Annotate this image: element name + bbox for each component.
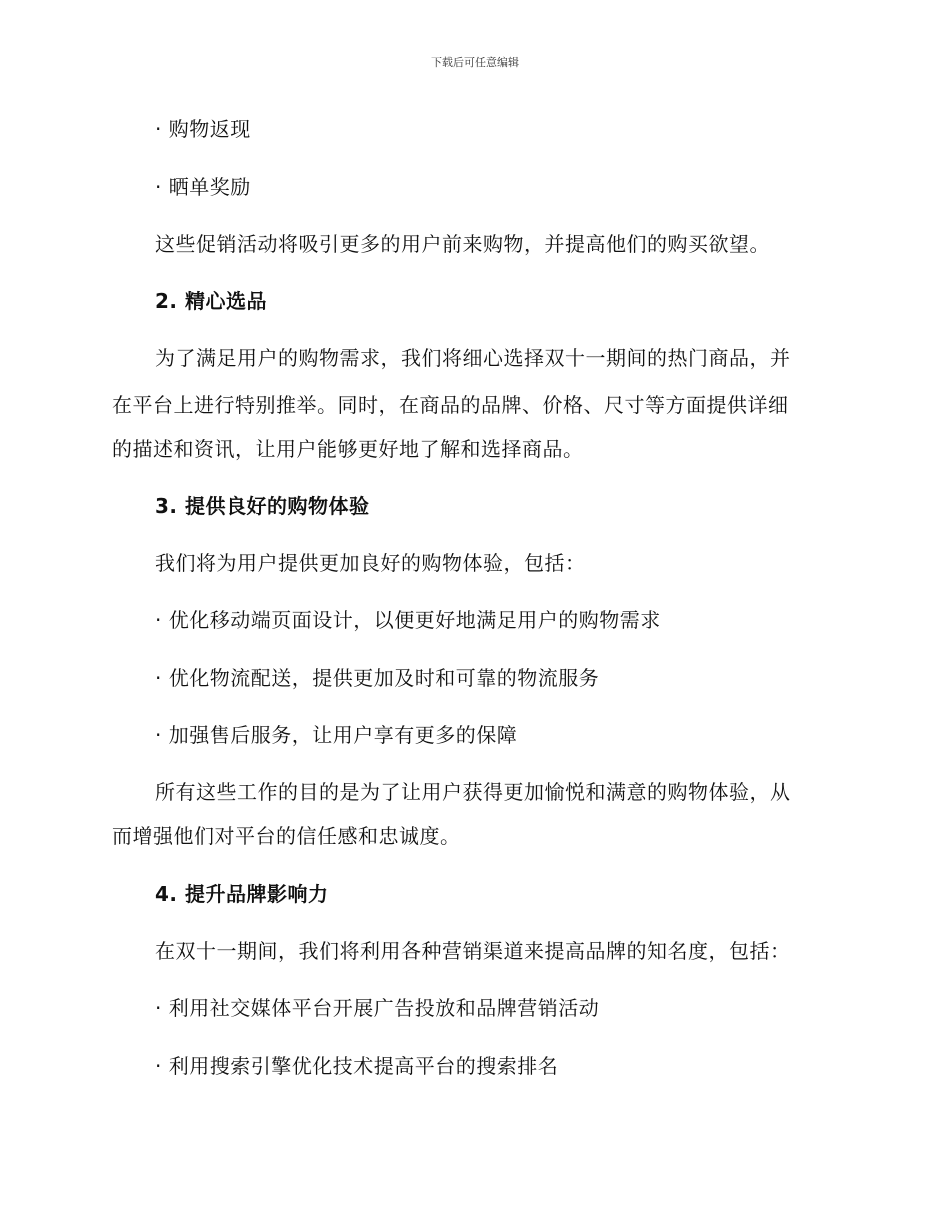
bullet-item: · 优化物流配送，提供更加及时和可靠的物流服务 [155, 666, 600, 690]
bullet-item: · 加强售后服务，让用户享有更多的保障 [155, 723, 518, 747]
paragraph-line: 我们将为用户提供更加良好的购物体验，包括： [155, 551, 586, 575]
bullet-item: · 优化移动端页面设计，以便更好地满足用户的购物需求 [155, 608, 661, 632]
paragraph-line: 在双十一期间，我们将利用各种营销渠道来提高品牌的知名度，包括： [155, 939, 791, 963]
bullet-item: · 晒单奖励 [155, 175, 251, 199]
section-heading: 2. 精心选品 [155, 289, 267, 313]
paragraph-line: 为了满足用户的购物需求，我们将细心选择双十一期间的热门商品，并 [155, 346, 791, 370]
paragraph-line: 的描述和资讯，让用户能够更好地了解和选择商品。 [112, 437, 584, 461]
section-heading: 3. 提供良好的购物体验 [155, 494, 370, 518]
page-header: 下载后可任意编辑 [431, 56, 519, 69]
section-heading: 4. 提升品牌影响力 [155, 882, 329, 906]
bullet-item: · 购物返现 [155, 117, 251, 141]
paragraph-line: 在平台上进行特别推举。同时，在商品的品牌、价格、尺寸等方面提供详细 [112, 393, 789, 417]
paragraph-line: 而增强他们对平台的信任感和忠诚度。 [112, 824, 461, 848]
paragraph-line: 所有这些工作的目的是为了让用户获得更加愉悦和满意的购物体验，从 [155, 780, 791, 804]
bullet-item: · 利用搜索引擎优化技术提高平台的搜索排名 [155, 1054, 559, 1078]
bullet-item: · 利用社交媒体平台开展广告投放和品牌营销活动 [155, 996, 600, 1020]
paragraph-line: 这些促销活动将吸引更多的用户前来购物，并提高他们的购买欲望。 [155, 232, 770, 256]
